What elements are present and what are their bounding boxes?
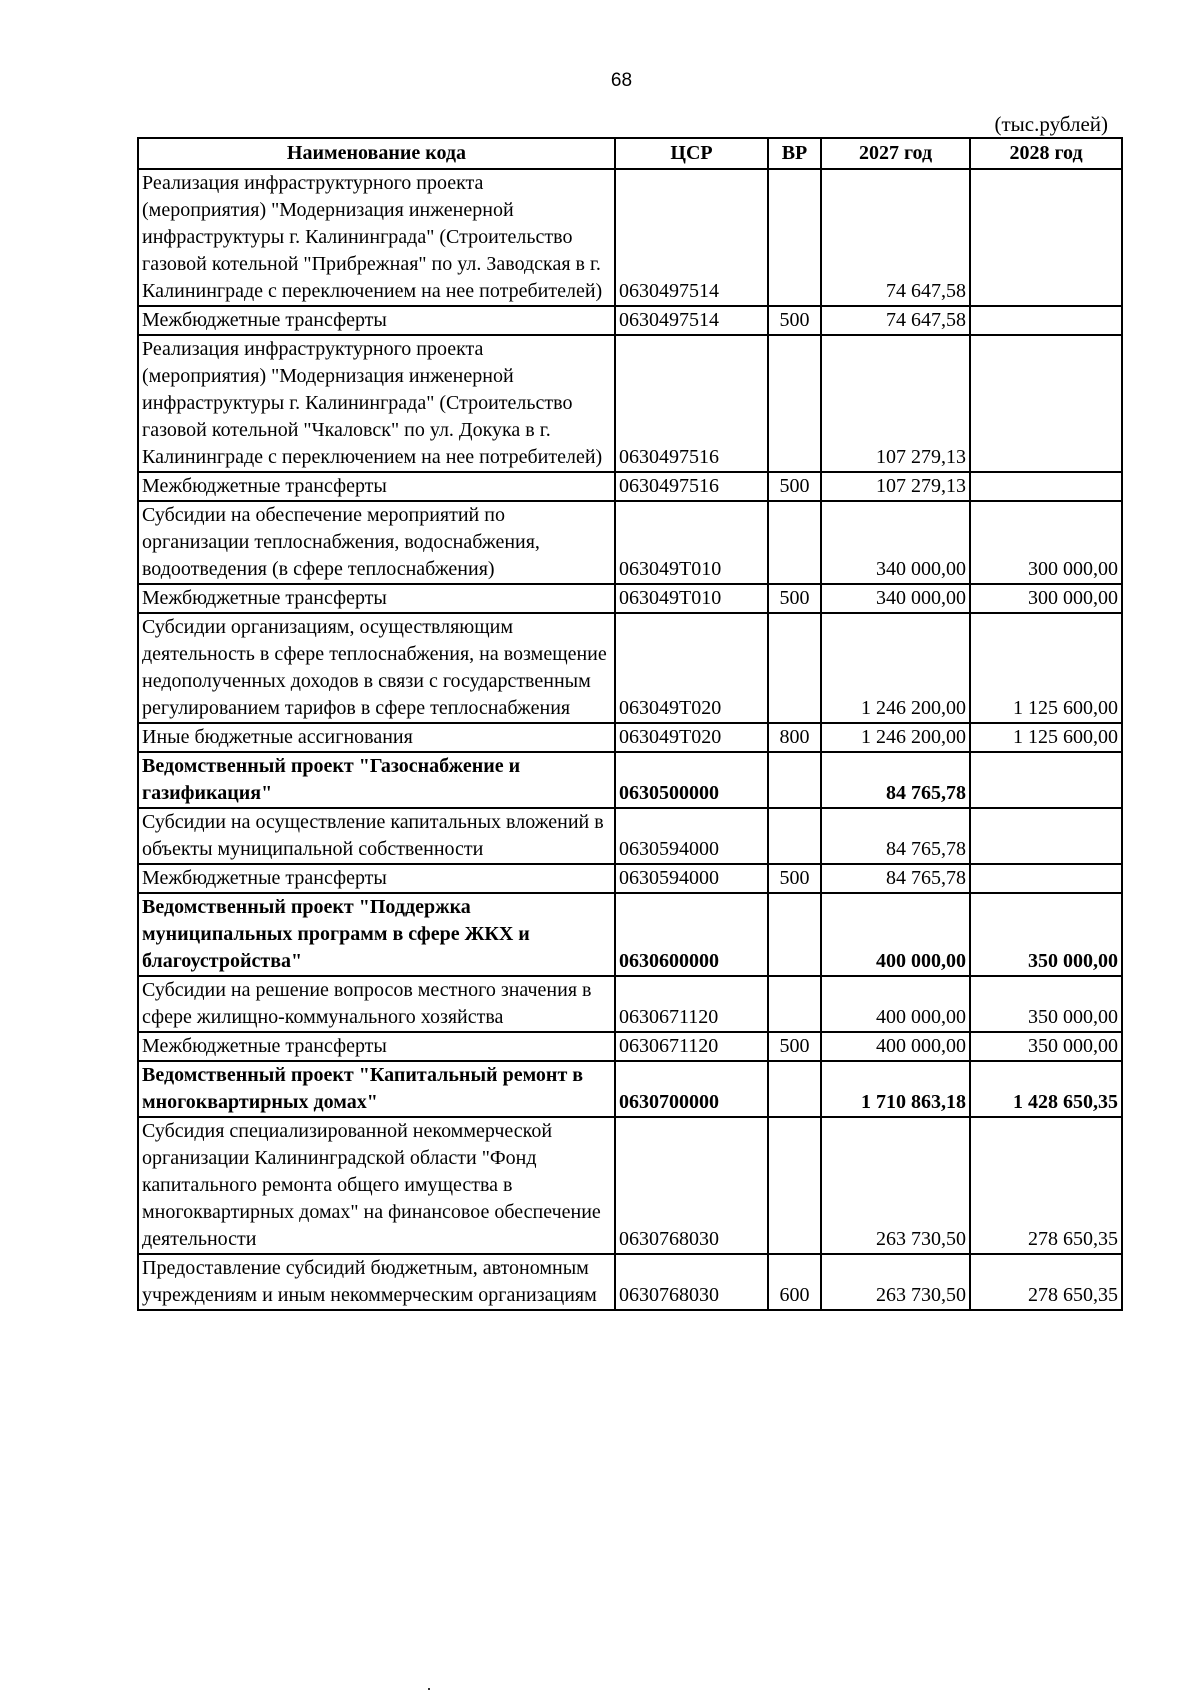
row-csr: 0630768030 [615,1254,768,1310]
row-2028 [970,335,1122,472]
row-csr: 063049Т010 [615,501,768,584]
table-row [138,613,1122,723]
row-name: Межбюджетные трансферты [138,472,615,501]
row-2027: 263 730,50 [821,1117,970,1254]
row-2028 [970,169,1122,306]
row-vr: 500 [768,1032,821,1061]
page-number: 68 [610,70,633,91]
row-name: Реализация инфраструктурного проекта (мероприятия) "Модернизация инженерной инфраструктуры г. Калининграда" (Строительство газовой котельной "Прибрежная" по ул. Заводская в г. Калининграде с переключением на нее потребителей) [138,169,615,306]
units-label: (тыс.рублей) [994,112,1108,136]
row-2028: 350 000,00 [970,893,1122,976]
row-2028: 278 650,35 [970,1254,1122,1310]
row-csr: 0630497516 [615,335,768,472]
row-2027: 400 000,00 [821,1032,970,1061]
row-csr: 0630768030 [615,1117,768,1254]
table-row [138,1032,1122,1061]
budget-table [137,137,1123,1311]
row-2028 [970,472,1122,501]
row-csr: 063049Т010 [615,584,768,613]
row-vr [768,976,821,1032]
row-name: Субсидии на обеспечение мероприятий по организации теплоснабжения, водоснабжения, водоотведения (в сфере теплоснабжения) [138,501,615,584]
row-vr: 800 [768,723,821,752]
row-2028: 300 000,00 [970,584,1122,613]
row-2027: 400 000,00 [821,893,970,976]
header-name: Наименование кода [138,138,615,169]
row-name: Ведомственный проект "Газоснабжение и газификация" [138,752,615,808]
row-vr [768,169,821,306]
row-csr: 0630671120 [615,976,768,1032]
row-2027: 107 279,13 [821,335,970,472]
row-name: Субсидии на осуществление капитальных вложений в объекты муниципальной собственности [138,808,615,864]
row-csr: 0630497516 [615,472,768,501]
row-name: Иные бюджетные ассигнования [138,723,615,752]
table-row [138,1061,1122,1117]
row-2028: 350 000,00 [970,976,1122,1032]
row-name: Межбюджетные трансферты [138,306,615,335]
row-csr: 0630497514 [615,169,768,306]
table-row [138,1254,1122,1310]
header-2028: 2028 год [970,138,1122,169]
row-csr: 0630600000 [615,893,768,976]
table-row [138,864,1122,893]
table-row [138,1117,1122,1254]
table-row [138,501,1122,584]
row-2028: 350 000,00 [970,1032,1122,1061]
row-vr: 500 [768,306,821,335]
row-2028: 278 650,35 [970,1117,1122,1254]
row-2027: 84 765,78 [821,864,970,893]
table-row [138,169,1122,306]
table-row [138,306,1122,335]
row-name: Ведомственный проект "Капитальный ремонт в многоквартирных домах" [138,1061,615,1117]
row-name: Межбюджетные трансферты [138,864,615,893]
row-csr: 0630594000 [615,864,768,893]
row-2028: 1 125 600,00 [970,613,1122,723]
row-2027: 84 765,78 [821,752,970,808]
row-vr [768,1061,821,1117]
row-2027: 340 000,00 [821,501,970,584]
row-vr: 500 [768,584,821,613]
table-row [138,472,1122,501]
row-vr [768,501,821,584]
row-2027: 1 246 200,00 [821,613,970,723]
row-2028 [970,306,1122,335]
row-name: Межбюджетные трансферты [138,584,615,613]
row-csr: 0630594000 [615,808,768,864]
row-vr [768,893,821,976]
row-csr: 0630671120 [615,1032,768,1061]
row-vr [768,752,821,808]
row-2027: 263 730,50 [821,1254,970,1310]
row-csr: 0630500000 [615,752,768,808]
row-vr: 500 [768,472,821,501]
table-row [138,723,1122,752]
row-2027: 1 246 200,00 [821,723,970,752]
row-name: Предоставление субсидий бюджетным, автономным учреждениям и иным некоммерческим организациям [138,1254,615,1310]
row-name: Реализация инфраструктурного проекта (мероприятия) "Модернизация инженерной инфраструктуры г. Калининграда" (Строительство газовой котельной "Чкаловск" по ул. Докука в г. Калининграде с переключением на нее потребителей) [138,335,615,472]
row-2028: 1 428 650,35 [970,1061,1122,1117]
row-name: Субсидии на решение вопросов местного значения в сфере жилищно-коммунального хозяйства [138,976,615,1032]
row-vr [768,335,821,472]
header-csr: ЦСР [615,138,768,169]
row-2028 [970,808,1122,864]
row-2027: 84 765,78 [821,808,970,864]
row-2028 [970,752,1122,808]
table-row [138,893,1122,976]
row-csr: 0630700000 [615,1061,768,1117]
header-vr: ВР [768,138,821,169]
table-header-row [138,138,1122,169]
row-vr [768,613,821,723]
row-vr: 500 [768,864,821,893]
row-vr [768,808,821,864]
row-name: Межбюджетные трансферты [138,1032,615,1061]
row-csr: 063049Т020 [615,613,768,723]
row-name: Субсидии организациям, осуществляющим деятельность в сфере теплоснабжения, на возмещение недополученных доходов в связи с государственным регулированием тарифов в сфере теплоснабжения [138,613,615,723]
row-name: Ведомственный проект "Поддержка муниципальных программ в сфере ЖКХ и благоустройства" [138,893,615,976]
table-row [138,752,1122,808]
row-2028 [970,864,1122,893]
table-body [138,169,1122,1310]
scan-speck [428,1688,430,1690]
header-2027: 2027 год [821,138,970,169]
row-2028: 1 125 600,00 [970,723,1122,752]
row-2027: 1 710 863,18 [821,1061,970,1117]
row-2027: 400 000,00 [821,976,970,1032]
table-row [138,584,1122,613]
row-2027: 74 647,58 [821,169,970,306]
table-row [138,976,1122,1032]
row-csr: 0630497514 [615,306,768,335]
row-vr: 600 [768,1254,821,1310]
row-2027: 74 647,58 [821,306,970,335]
row-2027: 340 000,00 [821,584,970,613]
row-csr: 063049Т020 [615,723,768,752]
row-name: Субсидия специализированной некоммерческой организации Калининградской области "Фонд капитального ремонта общего имущества в многоквартирных домах" на финансовое обеспечение деятельности [138,1117,615,1254]
row-2028: 300 000,00 [970,501,1122,584]
row-2027: 107 279,13 [821,472,970,501]
row-vr [768,1117,821,1254]
table-row [138,808,1122,864]
table-row [138,335,1122,472]
